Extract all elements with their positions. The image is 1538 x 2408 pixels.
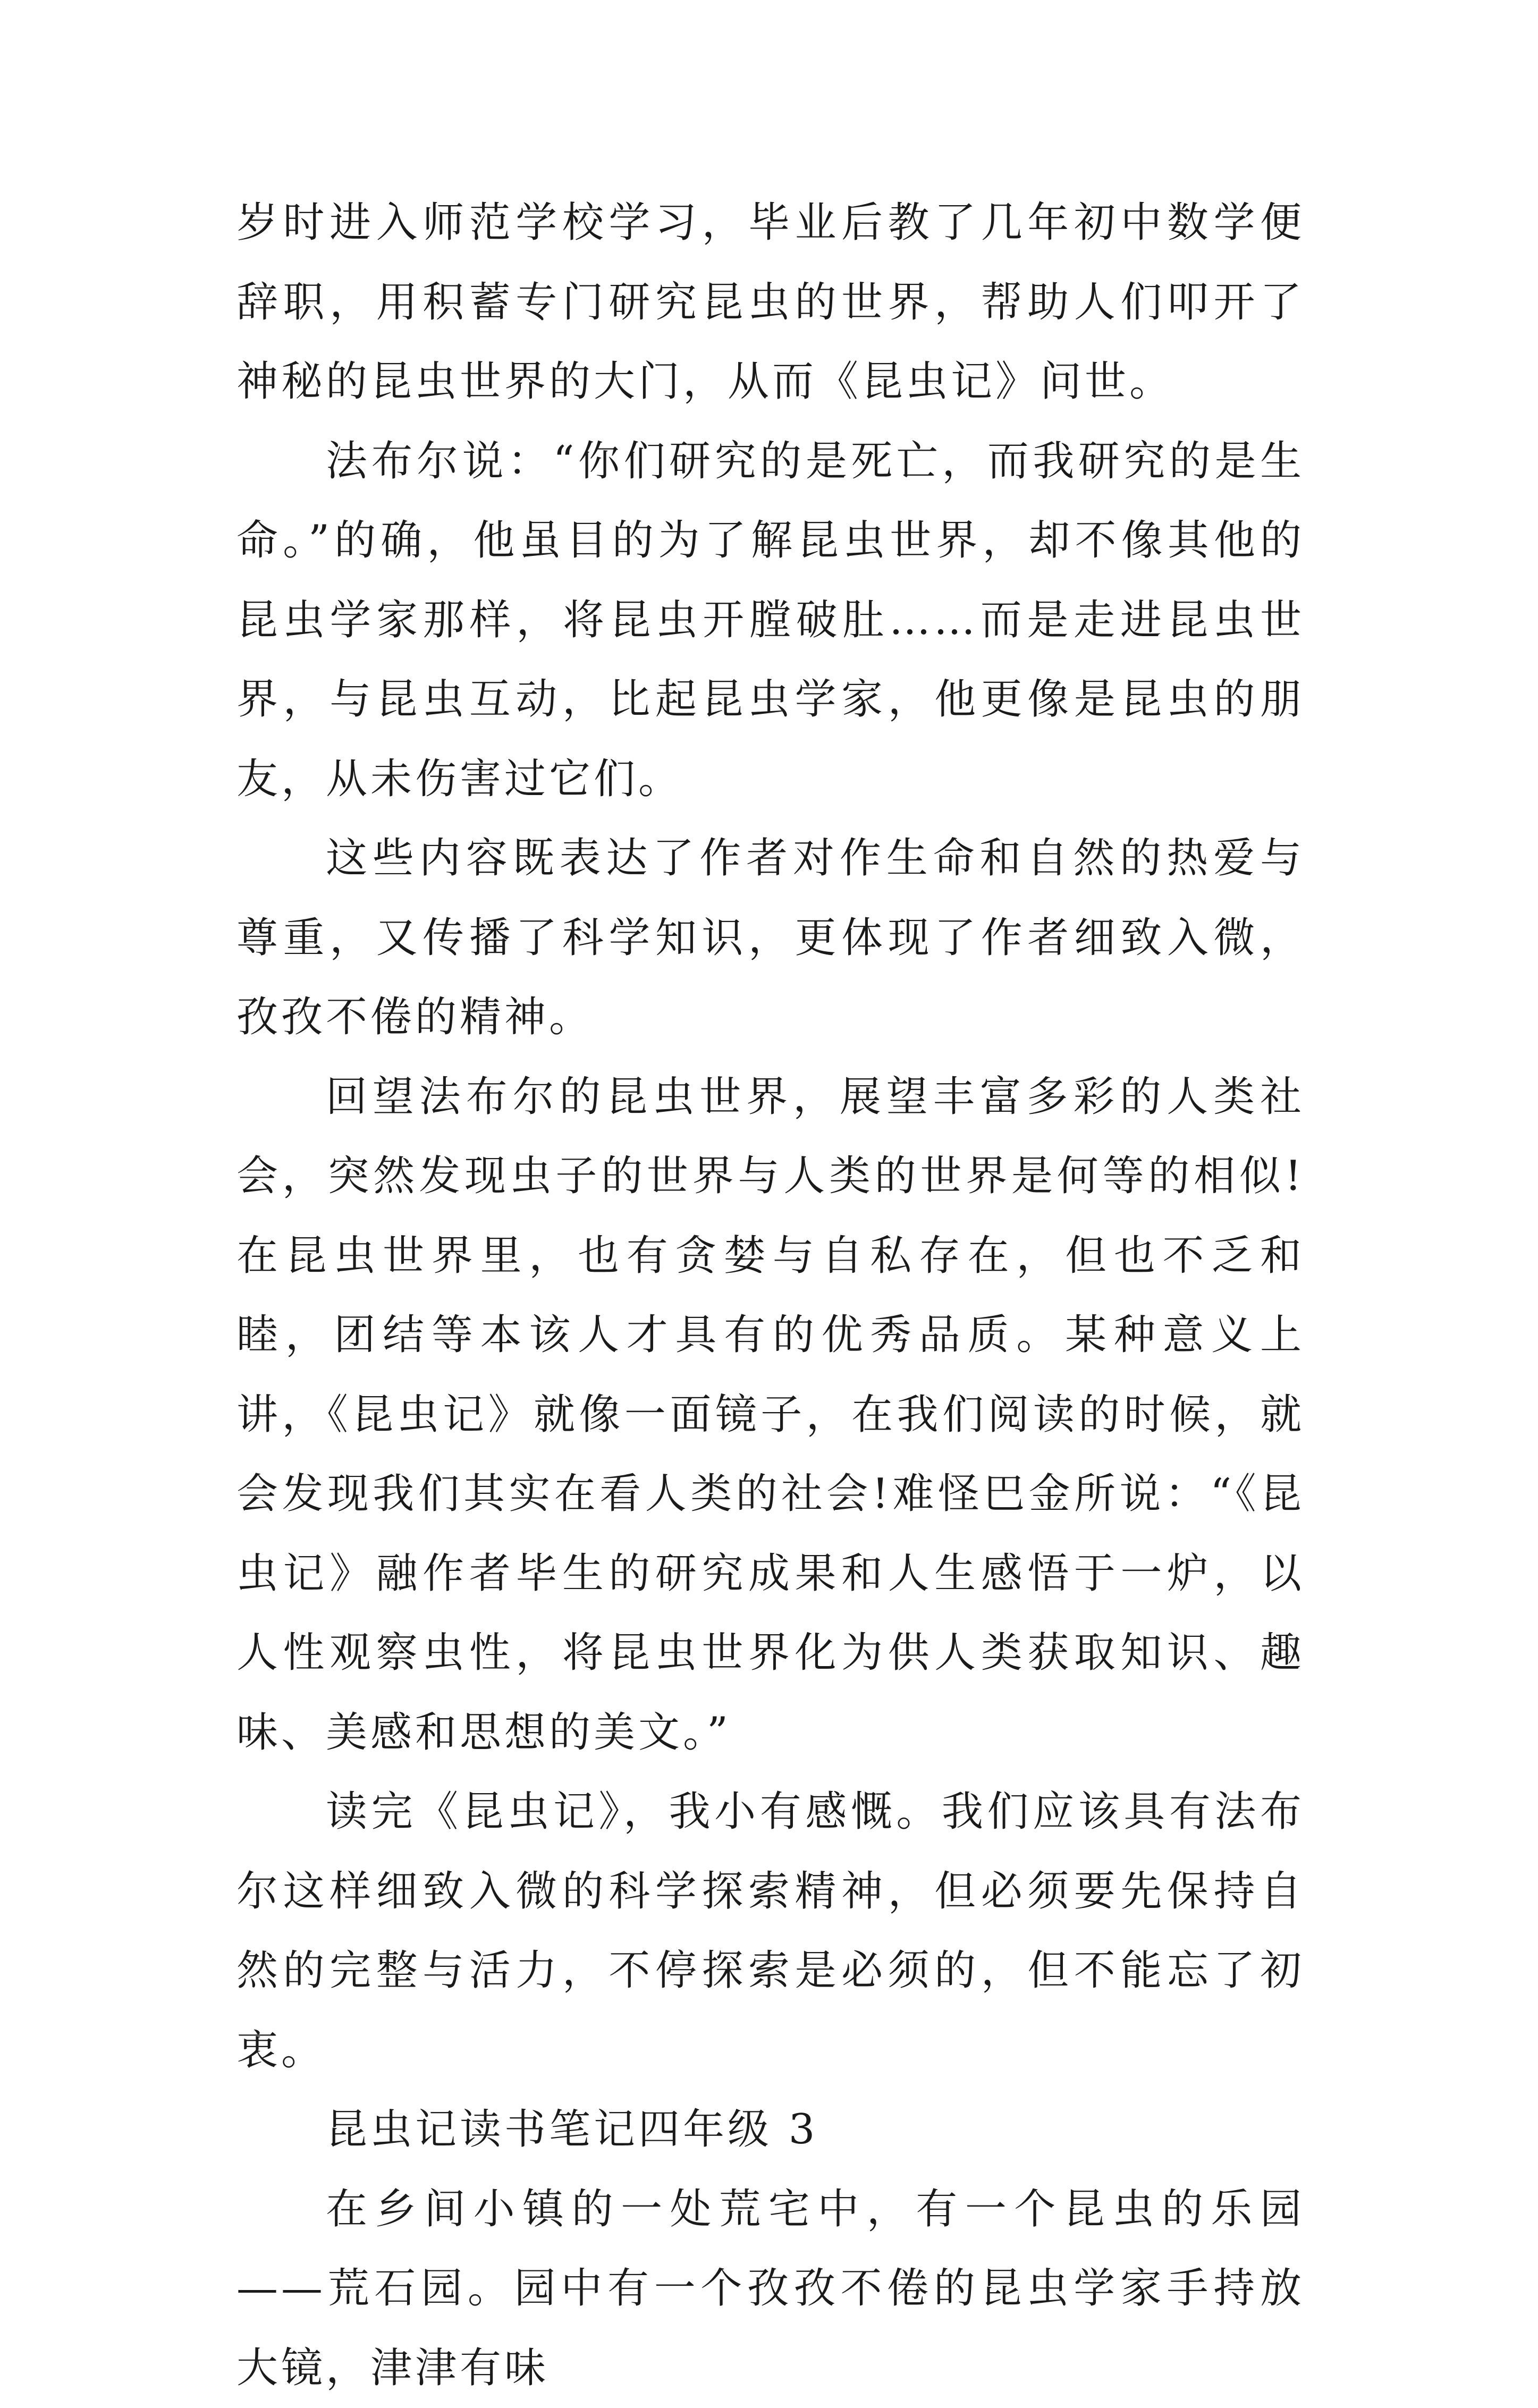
paragraph-3: 这些内容既表达了作者对作生命和自然的热爱与尊重，又传播了科学知识，更体现了作者细致入微，孜孜不倦的精神。 xyxy=(236,819,1305,1058)
section-title: 昆虫记读书笔记四年级 3 xyxy=(236,2090,1305,2170)
paragraph-5: 读完《昆虫记》，我小有感慨。我们应该具有法布尔这样细致入微的科学探索精神，但必须要先保持自然的完整与活力，不停探索是必须的，但不能忘了初衷。 xyxy=(236,1772,1305,2090)
paragraph-6: 在乡间小镇的一处荒宅中，有一个昆虫的乐园——荒石园。园中有一个孜孜不倦的昆虫学家手持放大镜，津津有味 xyxy=(236,2170,1305,2408)
paragraph-1: 岁时进入师范学校学习，毕业后教了几年初中数学便辞职，用积蓄专门研究昆虫的世界，帮助人们叩开了神秘的昆虫世界的大门，从而《昆虫记》问世。 xyxy=(236,183,1305,422)
document-body xyxy=(236,183,1305,2408)
paragraph-4: 回望法布尔的昆虫世界，展望丰富多彩的人类社会，突然发现虫子的世界与人类的世界是何等的相似!在昆虫世界里，也有贪婪与自私存在，但也不乏和睦，团结等本该人才具有的优秀品质。某种意义上讲，《昆虫记》就像一面镜子，在我们阅读的时候，就会发现我们其实在看人类的社会!难怪巴金所说：“《昆虫记》融作者毕生的研究成果和人生感悟于一炉，以人性观察虫性，将昆虫世界化为供人类获取知识、趣味、美感和思想的美文。” xyxy=(236,1058,1305,1773)
paragraph-2: 法布尔说：“你们研究的是死亡，而我研究的是生命。”的确，他虽目的为了解昆虫世界，却不像其他的昆虫学家那样，将昆虫开膛破肚……而是走进昆虫世界，与昆虫互动，比起昆虫学家，他更像是昆虫的朋友，从未伤害过它们。 xyxy=(236,422,1305,819)
